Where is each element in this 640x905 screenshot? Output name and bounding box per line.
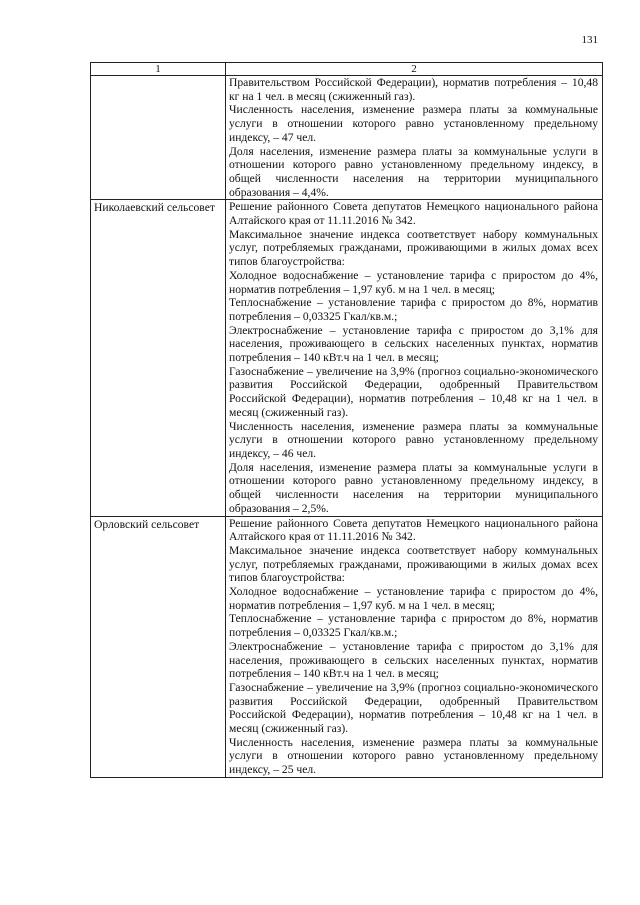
table-row	[91, 76, 603, 200]
detail-paragraph: Численность населения, изменение размера платы за коммунальные услуги в отношении которого равно установленному предельному индексу, – 46 чел.	[229, 419, 598, 460]
detail-paragraph: Электроснабжение – установление тарифа с приростом до 3,1% для населения, проживающего в сельских населенных пунктах, норматив потребления – 140 кВт.ч на 1 чел. в месяц;	[229, 323, 598, 365]
region-details	[226, 516, 603, 777]
detail-paragraph: Решение районного Совета депутатов Немецкого национального района Алтайского края от 11.11.2016 № 342.	[229, 516, 598, 544]
detail-paragraph: Правительством Российской Федерации), норматив потребления – 10,48 кг на 1 чел. в месяц (сжиженный газ).	[229, 76, 598, 103]
detail-paragraph: Численность населения, изменение размера платы за коммунальные услуги в отношении которого равно установленному предельному индексу, – 25 чел.	[229, 735, 598, 777]
detail-paragraph: Максимальное значение индекса соответствует набору коммунальных услуг, потребляемых гражданами, проживающими в жилых домах всех типов благоустройства:	[229, 227, 598, 269]
detail-paragraph: Доля населения, изменение размера платы за коммунальные услуги в отношении которого равно установленному предельному индексу, в общей численности населения на территории муниципального образования – 2,5%.	[229, 460, 598, 515]
detail-paragraph: Холодное водоснабжение – установление тарифа с приростом до 4%, норматив потребления – 1,97 куб. м на 1 чел. в месяц;	[229, 268, 598, 296]
detail-paragraph: Численность населения, изменение размера платы за коммунальные услуги в отношении которого равно установленному предельному индексу, – 47 чел.	[229, 103, 598, 144]
detail-paragraph: Решение районного Совета депутатов Немецкого национального района Алтайского края от 11.11.2016 № 342.	[229, 200, 598, 228]
detail-paragraph: Электроснабжение – установление тарифа с приростом до 3,1% для населения, проживающего в сельских населенных пунктах, норматив потребления – 140 кВт.ч на 1 чел. в месяц;	[229, 639, 598, 681]
page-number: 131	[581, 34, 598, 46]
detail-paragraph: Теплоснабжение – установление тарифа с приростом до 8%, норматив потребления – 0,03325 Гкал/кв.м.;	[229, 296, 598, 323]
table-row	[91, 200, 603, 516]
column-header-1: 1	[91, 63, 226, 76]
region-name: Орловский сельсовет	[91, 516, 226, 777]
detail-paragraph: Газоснабжение – увеличение на 3,9% (прогноз социально-экономического развития Российской Федерации, одобренный Правительством Российской Федерации), норматив потребления – 10,48 кг на 1 чел. в месяц (сжиженный газ).	[229, 364, 598, 419]
detail-paragraph: Теплоснабжение – установление тарифа с приростом до 8%, норматив потребления – 0,03325 Гкал/кв.м.;	[229, 612, 598, 640]
region-details	[226, 200, 603, 516]
region-details	[226, 76, 603, 200]
detail-paragraph: Холодное водоснабжение – установление тарифа с приростом до 4%, норматив потребления – 1,97 куб. м на 1 чел. в месяц;	[229, 585, 598, 612]
detail-paragraph: Доля населения, изменение размера платы за коммунальные услуги в отношении которого равно установленному предельному индексу, в общей численности населения на территории муниципального образования – 4,4%.	[229, 144, 598, 199]
detail-paragraph: Газоснабжение – увеличение на 3,9% (прогноз социально-экономического развития Российской Федерации, одобренный Правительством Российской Федерации), норматив потребления – 10,48 кг на 1 чел. в месяц (сжиженный газ).	[229, 680, 598, 736]
municipal-tariff-table	[90, 62, 603, 778]
table-header-row	[91, 63, 603, 76]
column-header-2: 2	[226, 63, 603, 76]
region-name: Николаевский сельсовет	[91, 200, 226, 516]
region-name	[91, 76, 226, 200]
detail-paragraph: Максимальное значение индекса соответствует набору коммунальных услуг, потребляемых гражданами, проживающими в жилых домах всех типов благоустройства:	[229, 543, 598, 585]
table-row	[91, 516, 603, 777]
